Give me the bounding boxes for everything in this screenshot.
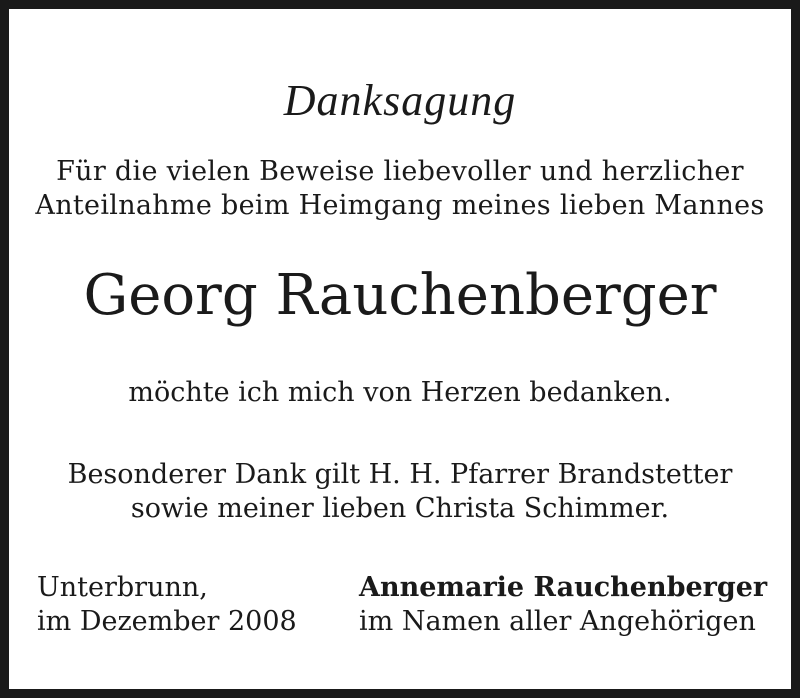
notice-heading: Danksagung [283,76,517,125]
signer-name: Annemarie Rauchenberger [359,572,768,603]
special-thanks [9,458,791,526]
intro-line-2: Anteilnahme beim Heimgang meines lieben Mannes [35,190,765,221]
special-line-1: Besonderer Dank gilt H. H. Pfarrer Brandstetter [67,459,733,490]
signature-block [359,571,767,639]
date: im Dezember 2008 [37,606,297,637]
intro-text [9,155,791,223]
special-line-2: sowie meiner lieben Christa Schimmer. [130,493,670,524]
thanks-line: möchte ich mich von Herzen bedanken. [128,377,672,408]
intro-line-1: Für die vielen Beweise liebevoller und herzlicher [56,156,744,187]
deceased-name: Georg Rauchenberger [83,263,717,328]
place-date [37,571,297,639]
signer-note: im Namen aller Angehörigen [359,606,756,637]
place: Unterbrunn, [37,572,208,603]
